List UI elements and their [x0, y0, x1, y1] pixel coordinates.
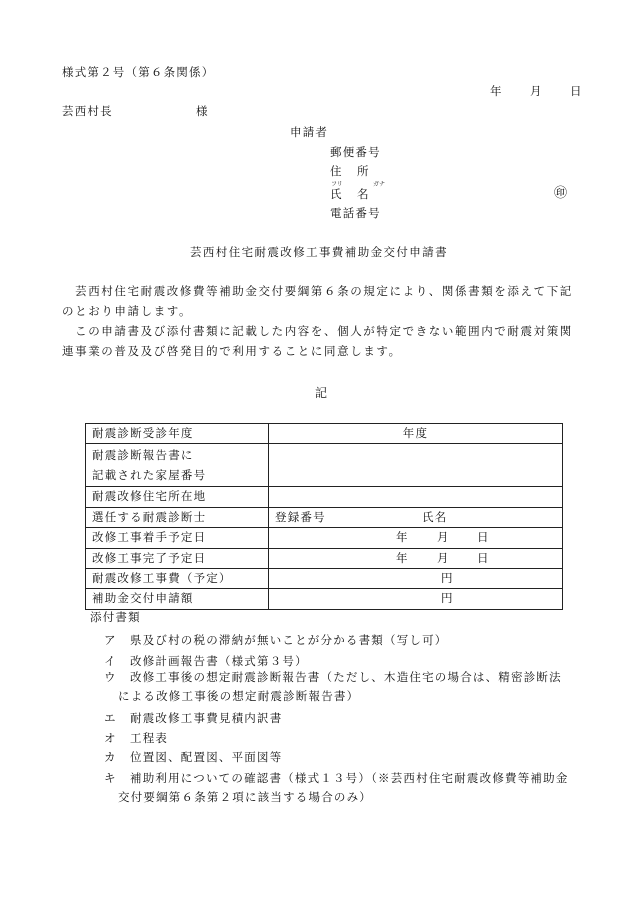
completion-year: 年	[396, 550, 409, 565]
table-row	[86, 487, 563, 507]
label-diagnostician: 選任する耐震診断士	[86, 507, 269, 527]
label-start-date: 改修工事着手予定日	[86, 528, 269, 548]
attachment-mark-ka: カ	[104, 750, 117, 764]
attachment-mark-u: ウ	[104, 670, 117, 684]
attachment-text-u-2: による改修工事後の想定耐震診断報告書）	[118, 689, 360, 703]
date-month: 月	[530, 84, 542, 98]
cost-yen-unit: 円	[441, 570, 454, 585]
attachment-mark-o: オ	[104, 731, 117, 745]
postal-code-label: 郵便番号	[330, 145, 381, 159]
start-day: 日	[477, 530, 490, 545]
phone-label: 電話番号	[330, 206, 381, 220]
form-reference: 様式第２号（第６条関係）	[62, 65, 215, 79]
attachment-text-ki-1: 補助利用についての確認書（様式１３号）（※芸西村住宅耐震改修費等補助金	[130, 771, 569, 785]
table-row	[86, 507, 563, 527]
attachment-text-ka: 位置図、配置図、平面図等	[130, 750, 283, 764]
label-diagnosis-year: 耐震診断受診年度	[86, 424, 269, 444]
label-house-location: 耐震改修住宅所在地	[86, 487, 269, 507]
attachment-mark-i: イ	[104, 654, 117, 668]
attachment-text-e: 耐震改修工事費見積内訳書	[130, 711, 283, 725]
label-house-number-line-2: 記載された家屋番号	[92, 468, 207, 483]
body-line-2: のとおり申請します。	[62, 304, 193, 318]
addressee-name: 芸西村長	[62, 104, 113, 118]
value-completion-date	[269, 548, 563, 568]
value-house-number	[269, 444, 563, 487]
body-line-1: 芸西村住宅耐震改修費等補助金交付要綱第６条の規定により、関係書類を添えて下記	[62, 284, 573, 298]
table-row	[86, 589, 563, 609]
name-label: 氏 名	[330, 187, 371, 201]
address-label: 住 所	[330, 164, 371, 178]
name-ruby-2: ガナ	[373, 181, 386, 188]
name-ruby-1: フリ	[331, 181, 343, 188]
value-diagnostician	[269, 507, 563, 527]
table-row	[86, 444, 563, 487]
attachment-text-a: 県及び村の税の滞納が無いことが分かる書類（写し可）	[130, 633, 448, 647]
label-house-number	[86, 444, 269, 487]
body-line-3: この申請書及び添付書類に記載した内容を、個人が特定できない範囲内で耐震対策関	[62, 324, 573, 338]
start-year: 年	[396, 530, 409, 545]
value-construction-cost	[269, 568, 563, 588]
attachment-text-o: 工程表	[130, 731, 169, 745]
document-title: 芸西村住宅耐震改修工事費補助金交付申請書	[190, 245, 448, 259]
value-house-location	[269, 487, 563, 507]
date-year: 年	[490, 84, 502, 98]
table-row	[86, 548, 563, 568]
label-house-number-line-1: 耐震診断報告書に	[92, 448, 194, 463]
completion-day: 日	[477, 550, 490, 565]
start-month: 月	[437, 530, 450, 545]
addressee-honorific: 様	[196, 104, 208, 118]
label-subsidy-amount: 補助金交付申請額	[86, 589, 269, 609]
attachments-heading: 添付書類	[90, 610, 141, 624]
subsidy-yen-unit: 円	[441, 591, 454, 606]
detail-table	[85, 423, 563, 610]
completion-month: 月	[437, 550, 450, 565]
value-diagnosis-year: 年度	[269, 424, 563, 444]
applicant-heading: 申請者	[290, 125, 329, 139]
seal-mark: ㊞	[554, 186, 568, 201]
attachment-mark-e: エ	[104, 711, 117, 725]
attachment-text-i: 改修計画報告書（様式第３号）	[130, 654, 308, 668]
table-row	[86, 528, 563, 548]
label-completion-date: 改修工事完了予定日	[86, 548, 269, 568]
value-subsidy-amount	[269, 589, 563, 609]
value-start-date	[269, 528, 563, 548]
registration-number-label: 登録番号	[275, 509, 326, 524]
label-construction-cost: 耐震改修工事費（予定）	[86, 568, 269, 588]
attachment-mark-ki: キ	[104, 771, 117, 785]
body-line-4: 連事業の普及及び啓発目的で利用することに同意します。	[62, 344, 402, 358]
date-day: 日	[570, 84, 582, 98]
attachment-mark-a: ア	[104, 633, 117, 647]
attachment-text-ki-2: 交付要綱第６条第２項に該当する場合のみ）	[118, 790, 372, 804]
diagnostician-name-label: 氏名	[422, 509, 448, 524]
ki-heading: 記	[315, 386, 328, 400]
table-row	[86, 424, 563, 444]
table-row	[86, 568, 563, 588]
attachment-text-u-1: 改修工事後の想定耐震診断報告書（ただし、木造住宅の場合は、精密診断法	[130, 670, 562, 684]
